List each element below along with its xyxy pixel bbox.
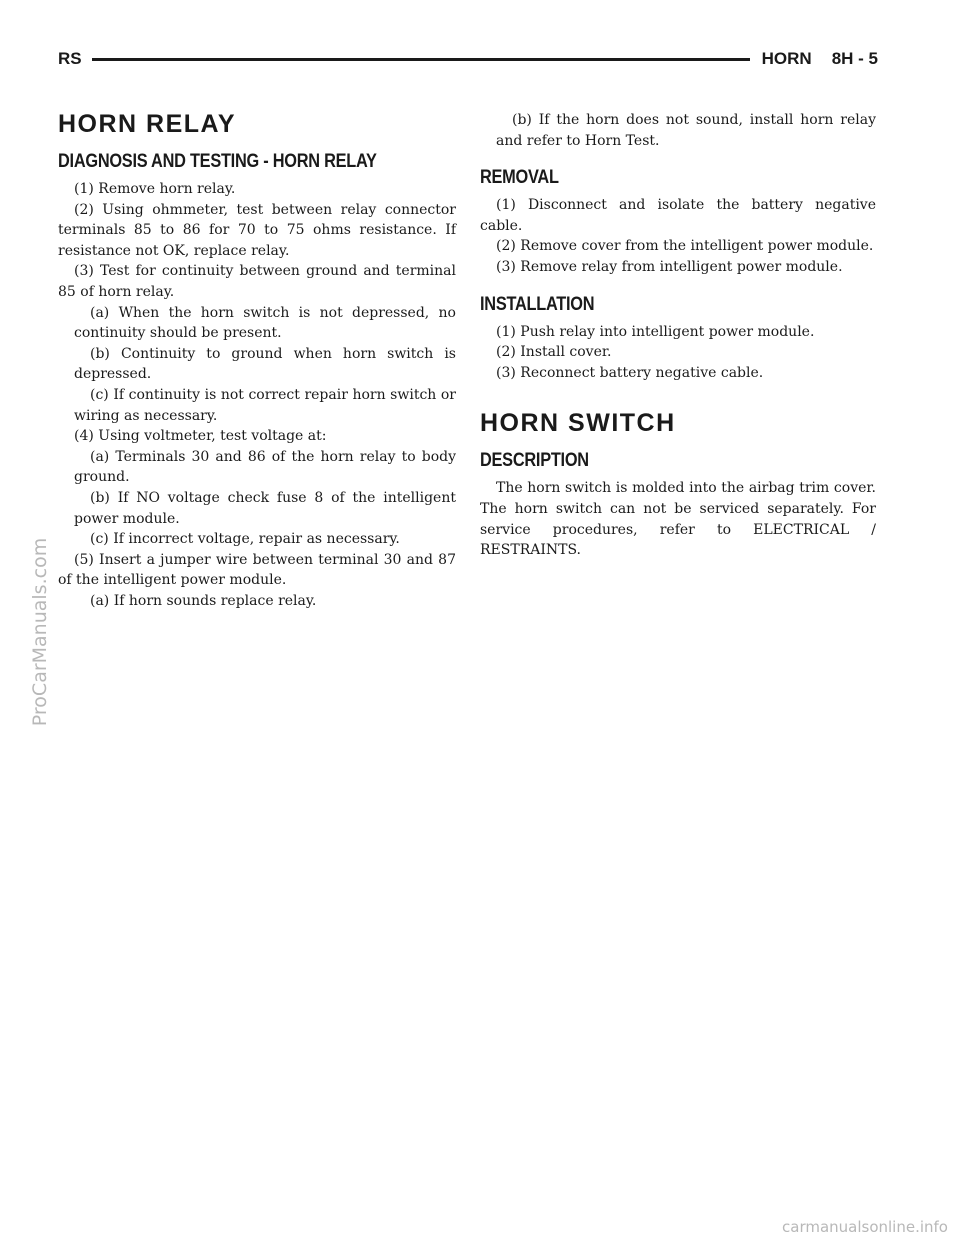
diagnosis-testing-title: DIAGNOSIS AND TESTING - HORN RELAY xyxy=(58,151,377,172)
removal-title: REMOVAL xyxy=(480,167,559,189)
diag-step-3a: (a) When the horn switch is not depressed, no continuity should be present. xyxy=(74,304,456,342)
installation-title: INSTALLATION xyxy=(480,293,595,315)
installation-step-3: (3) Reconnect battery negative cable. xyxy=(496,364,764,381)
removal-step-1: (1) Disconnect and isolate the battery negative cable. xyxy=(480,197,876,234)
installation-step-1: (1) Push relay into intelligent power module. xyxy=(496,323,815,340)
left-column xyxy=(58,110,456,611)
horn-switch-title: HORN SWITCH xyxy=(480,409,676,438)
header-vehicle-code: RS xyxy=(58,49,82,68)
header-right xyxy=(762,49,878,69)
header-rule xyxy=(92,58,750,61)
diag-step-4b: (b) If NO voltage check fuse 8 of the intelligent power module. xyxy=(74,489,456,527)
diag-step-4a: (a) Terminals 30 and 86 of the horn relay to body ground. xyxy=(74,448,456,486)
removal-step-2: (2) Remove cover from the intelligent power module. xyxy=(496,238,874,255)
description-title: DESCRIPTION xyxy=(480,450,589,472)
right-column xyxy=(480,110,876,561)
diag-step-2: (2) Using ohmmeter, test between relay connector terminals 85 to 86 for 70 to 75 ohms resistance. If resistance not OK, replace relay. xyxy=(58,201,456,259)
diag-step-4c: (c) If incorrect voltage, repair as necessary. xyxy=(90,531,400,548)
page-header xyxy=(58,44,878,74)
header-page-number: 8H - 5 xyxy=(831,49,878,68)
footer-watermark: carmanualsonline.info xyxy=(782,1218,948,1236)
side-watermark-text: ProCarManuals.com xyxy=(29,537,51,727)
diag-step-3c: (c) If continuity is not correct repair horn switch or wiring as necessary. xyxy=(74,386,456,424)
diag-step-1: (1) Remove horn relay. xyxy=(74,181,236,197)
side-watermark xyxy=(10,512,70,752)
description-text: The horn switch is molded into the airbag trim cover. The horn switch can not be serviced separately. For service procedures, refer to ELECTRICAL / RESTRAINTS. xyxy=(480,480,876,559)
diag-step-3: (3) Test for continuity between ground and terminal 85 of horn relay. xyxy=(58,263,456,300)
diag-step-3b: (b) Continuity to ground when horn switch is depressed. xyxy=(74,345,456,383)
header-section: HORN xyxy=(761,49,812,68)
spacer xyxy=(480,151,876,167)
diag-step-4: (4) Using voltmeter, test voltage at: xyxy=(74,428,327,445)
removal-step-3: (3) Remove relay from intelligent power module. xyxy=(496,258,843,275)
horn-relay-title: HORN RELAY xyxy=(58,110,236,138)
diag-step-5: (5) Insert a jumper wire between terminal 30 and 87 of the intelligent power module. xyxy=(58,551,456,589)
diag-step-5a: (a) If horn sounds replace relay. xyxy=(90,592,317,609)
installation-step-2: (2) Install cover. xyxy=(496,344,612,361)
diag-step-5b: (b) If the horn does not sound, install horn relay and refer to Horn Test. xyxy=(496,112,876,149)
spacer xyxy=(480,278,876,294)
spacer xyxy=(480,383,876,409)
